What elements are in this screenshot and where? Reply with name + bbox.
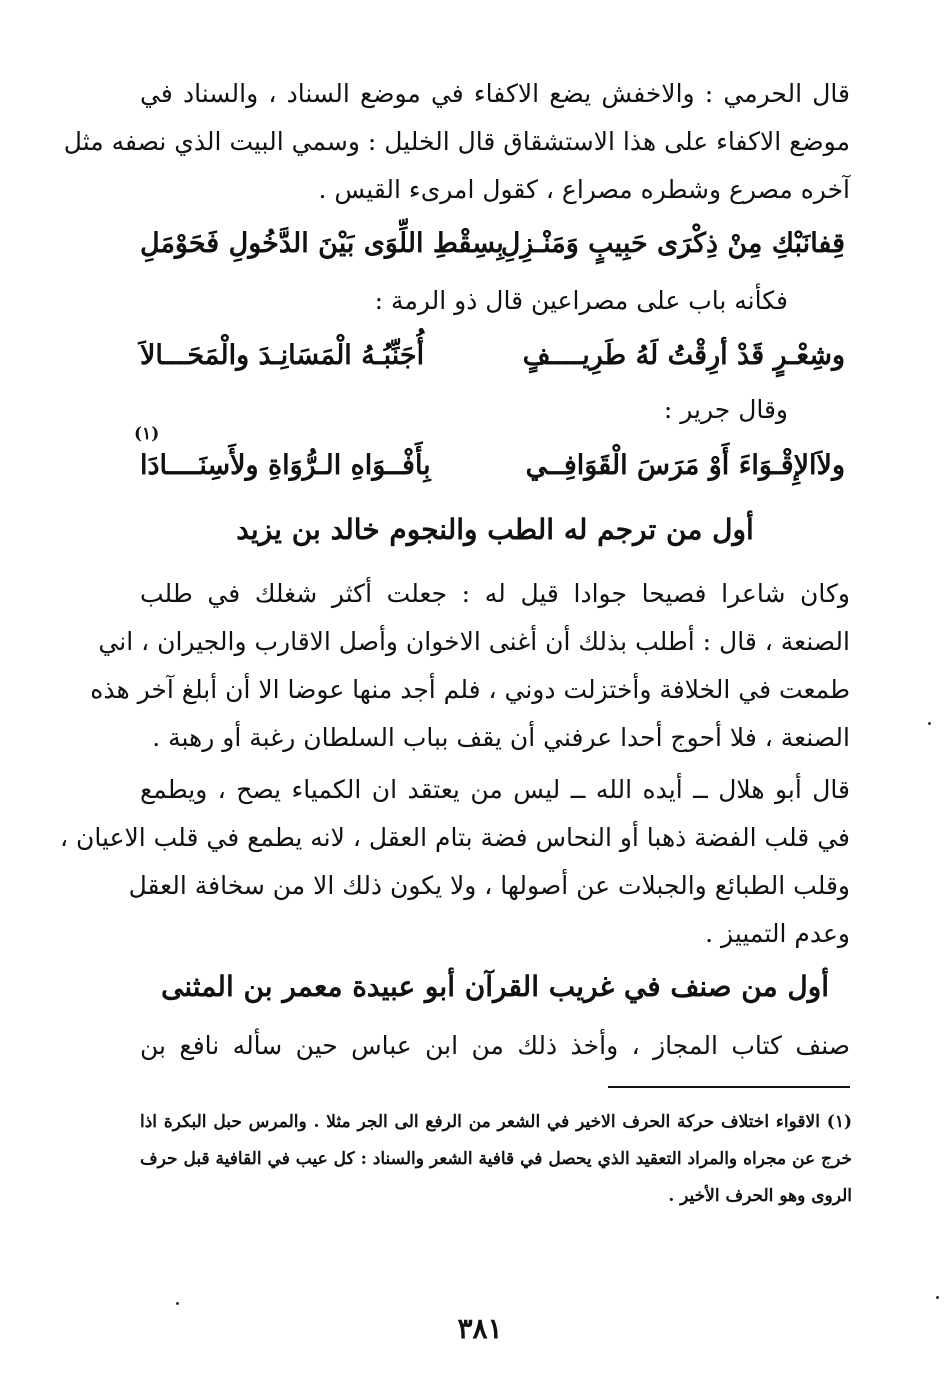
verse-hemistich-second: بِسِقْطِ اللِّوَى بَيْنَ الدَّخُولِ فَحَوْمَلِ bbox=[140, 228, 504, 259]
text-line: في قلب الفضة ذهبا أو النحاس فضة بتام العقل ، لانه يطمع في قلب الاعيان ، bbox=[60, 823, 850, 852]
text-line: وقال جرير : bbox=[663, 395, 788, 424]
footnote-line: الروى وهو الحرف الأخير . bbox=[668, 1186, 852, 1206]
verse-hemistich-first: وشِعْـرٍ قَدْ أرِقْتُ لَهُ طَرِيــــفٍ bbox=[522, 340, 845, 371]
text-line: وعدم التمييز . bbox=[705, 919, 850, 948]
text-line: آخره مصرع وشطره مصراع ، كقول امرىء القيس . bbox=[318, 175, 850, 204]
paragraph-khalil bbox=[63, 70, 850, 214]
verse-dhu-rumma bbox=[140, 330, 845, 382]
text-line: موضع الاكفاء على هذا الاستشقاق قال الخليل : وسمي البيت الذي نصفه مثل bbox=[63, 127, 850, 156]
scan-speck bbox=[936, 1296, 939, 1299]
footnote-line: (١) الاقواء اختلاف حركة الحرف الاخير في الشعر من الرفع الى الجر مثلا . والمرس حبل البكرة اذا bbox=[140, 1112, 852, 1132]
text-line: قال الحرمي : والاخفش يضع الاكفاء في موضع السناد ، والسناد في bbox=[140, 79, 850, 108]
text-line: وقلب الطبائع والجبلات عن أصولها ، ولا يكون ذلك الا من سخافة العقل bbox=[128, 871, 850, 900]
scan-speck bbox=[928, 722, 931, 725]
text-line: وكان شاعرا فصيحا جوادا قيل له : جعلت أكثر شغلك في طلب bbox=[140, 579, 850, 608]
verse-hemistich-second: أُجَنِّبُـهُ الْمَسَانِـدَ والْمَحَـــالاَ bbox=[140, 340, 425, 371]
text-line: صنف كتاب المجاز ، وأخذ ذلك من ابن عباس حين سأله نافع بن bbox=[140, 1031, 850, 1060]
text-line: فكأنه باب على مصراعين قال ذو الرمة : bbox=[374, 286, 788, 315]
text-line: الصنعة ، قال : أطلب بذلك أن أغنى الاخوان وأصل الاقارب والجيران ، اني bbox=[98, 627, 850, 656]
text-line: قال أبو هلال ــ أيده الله ــ ليس من يعتقد ان الكمياء يصح ، ويطمع bbox=[140, 775, 850, 804]
text-line: طمعت في الخلافة وأختزلت دوني ، فلم أجد منها عوضا الا أن أبلغ آخر هذه bbox=[90, 675, 850, 704]
page-number: ٣٨١ bbox=[457, 1312, 503, 1345]
scan-speck bbox=[176, 1302, 179, 1305]
paragraph-abu-hilal bbox=[60, 766, 850, 958]
footnote bbox=[140, 1104, 852, 1215]
section-heading-khalid: أول من ترجم له الطب والنجوم خالد بن يزيد bbox=[236, 513, 754, 546]
footnote-marker: (١) bbox=[134, 424, 160, 444]
footnote-separator bbox=[608, 1086, 850, 1088]
verse-imru-alqays bbox=[140, 218, 845, 270]
paragraph-dhu-rumma bbox=[140, 277, 850, 325]
paragraph-jarir bbox=[140, 386, 850, 434]
footnote-line: خرج عن مجراه والمراد التعقيد الذي يحصل في قافية الشعر والسناد : كل عيب في القافية قبل حرف bbox=[140, 1149, 852, 1169]
verse-hemistich-first: قِفانَبْكِ مِنْ ذِكْرَى حَبِيبٍ وَمَنْـزِلِ bbox=[500, 228, 845, 259]
verse-hemistich-first: ولاَالإِقْـوَاءَ أَوْ مَرَسَ الْقَوَافِــي bbox=[525, 450, 845, 481]
text-line: الصنعة ، فلا أحوج أحدا عرفني أن يقف بباب السلطان رغبة أو رهبة . bbox=[152, 723, 850, 752]
paragraph-majaz bbox=[140, 1022, 850, 1070]
verse-hemistich-second: بِأَفْــوَاهِ الـرُّوَاةِ ولأَسِنَــــادَا bbox=[140, 450, 431, 481]
section-heading-abu-ubayda: أول من صنف في غريب القرآن أبو عبيدة معمر بن المثنى bbox=[160, 970, 829, 1003]
paragraph-khalid bbox=[90, 570, 850, 762]
verse-jarir bbox=[140, 440, 845, 492]
